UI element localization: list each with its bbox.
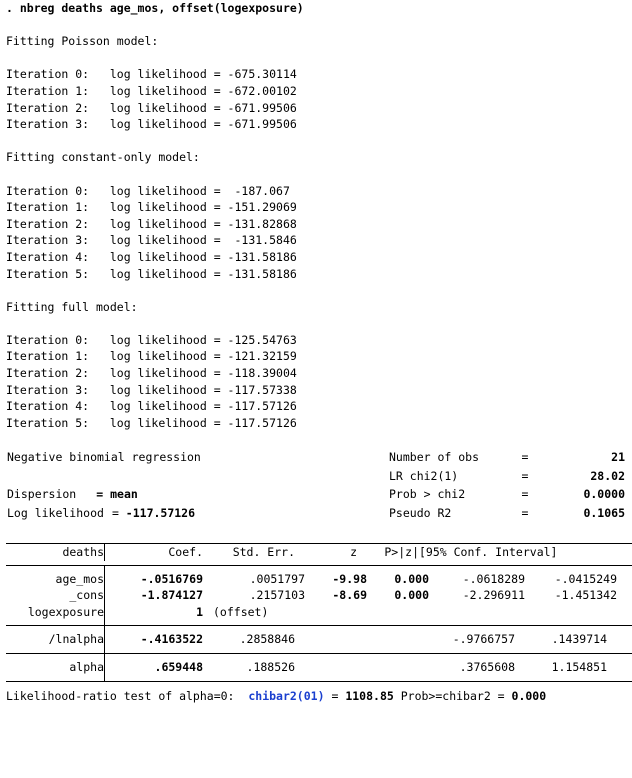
header-depvar: deaths	[62, 545, 104, 559]
row-z: -8.69	[332, 588, 367, 603]
loglik-label: Log likelihood	[7, 505, 104, 520]
spacer	[0, 133, 632, 150]
model-header: Negative binomial regression Number of obs = 21 LR chi2(1) = 28.02 Dispersion = mean Prob > chi2 = 0.0000 Log likelihood = -117.57126 Pseudo R2 = 0.1065	[7, 450, 625, 520]
section-heading: Fitting full model:	[6, 299, 138, 314]
table-row	[6, 587, 617, 604]
row-label: _cons	[69, 588, 104, 603]
row-se: .0051797	[249, 571, 305, 586]
section-poisson	[0, 33, 632, 133]
row-p	[367, 604, 429, 621]
lr-prob-label: Prob>=chibar2 =	[400, 688, 505, 703]
stat-equals: =	[521, 505, 529, 520]
lr-prob-value: 0.000	[511, 688, 547, 703]
table-header-row	[6, 544, 557, 561]
row-ci-high: 1.154851	[551, 659, 607, 674]
lr-prefix: Likelihood-ratio test of alpha=0:	[6, 688, 235, 703]
row-p	[357, 659, 419, 676]
lr-equals: =	[331, 688, 339, 703]
spacer	[0, 431, 632, 448]
section-full-model	[0, 299, 632, 432]
lr-stat-name: chibar2(01)	[248, 688, 325, 703]
stat-label: Number of obs	[389, 450, 480, 465]
iteration-line: Iteration 1: log likelihood = -151.29069	[6, 200, 297, 215]
stat-value: 0.0000	[583, 487, 625, 502]
row-coef: .659448	[154, 659, 203, 674]
iteration-line: Iteration 4: log likelihood = -131.58186	[6, 249, 297, 264]
row-se: .2858846	[239, 632, 295, 647]
section-heading: Fitting constant-only model:	[6, 150, 200, 165]
iteration-line: Iteration 2: log likelihood = -131.82868	[6, 216, 297, 231]
iteration-line: Iteration 3: log likelihood = -671.99506	[6, 117, 297, 132]
header-se: Std. Err.	[232, 545, 295, 559]
row-label: logexposure	[27, 604, 104, 619]
table-row	[6, 659, 607, 676]
row-label: /lnalpha	[48, 632, 104, 647]
stat-value: 28.02	[590, 468, 625, 483]
table-row	[6, 604, 617, 621]
spacer	[6, 315, 632, 332]
iteration-line: Iteration 1: log likelihood = -672.00102	[6, 83, 297, 98]
dispersion-label: Dispersion	[7, 487, 77, 502]
row-ci-low	[429, 604, 525, 621]
section-heading: Fitting Poisson model:	[6, 34, 159, 49]
stat-label: Prob > chi2	[389, 487, 466, 502]
iteration-line: Iteration 5: log likelihood = -117.57126	[6, 415, 297, 430]
spacer	[6, 166, 632, 183]
row-ci-high: -.0415249	[554, 571, 617, 586]
row-se: (offset)	[213, 604, 269, 619]
row-z	[295, 631, 357, 648]
row-z	[305, 604, 367, 621]
dispersion-value: = mean	[96, 487, 138, 502]
stat-label: LR chi2(1)	[389, 468, 459, 483]
stat-value: 21	[611, 450, 625, 465]
command-line	[0, 0, 632, 17]
header-z: z	[350, 545, 357, 559]
table-row	[6, 571, 617, 588]
iteration-line: Iteration 3: log likelihood = -131.5846	[6, 233, 297, 248]
row-p	[357, 631, 419, 648]
spacer	[0, 17, 632, 34]
section-constant-only	[0, 149, 632, 282]
iteration-line: Iteration 4: log likelihood = -117.57126	[6, 399, 297, 414]
command-text: . nbreg deaths age_mos, offset(logexposure)	[6, 1, 304, 15]
row-p: 0.000	[394, 571, 429, 586]
row-ci-high: -1.451342	[554, 588, 617, 603]
iteration-line: Iteration 2: log likelihood = -671.99506	[6, 100, 297, 115]
results-alpha	[6, 654, 607, 681]
stat-equals: =	[521, 487, 529, 502]
row-ci-low: -.9766757	[452, 632, 515, 647]
iteration-line: Iteration 1: log likelihood = -121.32159	[6, 349, 297, 364]
row-ci-low: -2.296911	[462, 588, 525, 603]
header-coef: Coef.	[168, 545, 203, 559]
table-row	[6, 631, 607, 648]
loglik-value: -117.57126	[125, 505, 196, 520]
results-ancillary	[6, 626, 607, 653]
row-label: age_mos	[55, 571, 104, 586]
iteration-line: Iteration 2: log likelihood = -118.39004	[6, 366, 297, 381]
row-label: alpha	[69, 659, 104, 674]
iteration-line: Iteration 3: log likelihood = -117.57338	[6, 382, 297, 397]
stat-equals: =	[521, 468, 529, 483]
row-z: -9.98	[332, 571, 367, 586]
row-se: .188526	[246, 659, 295, 674]
spacer	[6, 50, 632, 67]
row-ci-high: .1439714	[551, 632, 607, 647]
iteration-line: Iteration 5: log likelihood = -131.58186	[6, 266, 297, 281]
row-coef: 1	[196, 604, 203, 619]
iteration-line: Iteration 0: log likelihood = -187.067	[6, 183, 290, 198]
iteration-line: Iteration 0: log likelihood = -125.54763	[6, 332, 297, 347]
header-p: P>|z|	[384, 545, 419, 559]
row-coef: -1.874127	[140, 588, 203, 603]
results-body	[6, 566, 617, 626]
row-se: .2157103	[249, 588, 305, 603]
iteration-line: Iteration 0: log likelihood = -675.30114	[6, 67, 297, 82]
row-coef: -.0516769	[140, 571, 203, 586]
header-ci: [95% Conf. Interval]	[419, 545, 558, 559]
stat-value: 0.1065	[583, 505, 625, 520]
stat-label: Pseudo R2	[389, 505, 452, 520]
lr-stat-value: 1108.85	[345, 688, 394, 703]
spacer	[0, 282, 632, 299]
row-p: 0.000	[394, 588, 429, 603]
row-coef: -.4163522	[140, 632, 203, 647]
spacer	[0, 522, 632, 539]
results-table	[6, 544, 557, 565]
lr-test-footer	[0, 688, 632, 705]
coefficient-table	[0, 543, 632, 682]
row-ci-high	[525, 604, 617, 621]
row-ci-low: .3765608	[459, 659, 515, 674]
model-title: Negative binomial regression	[7, 450, 201, 465]
row-z	[295, 659, 357, 676]
row-ci-low: -.0618289	[462, 571, 525, 586]
stat-equals: =	[521, 450, 529, 465]
table-bottom-rule	[6, 681, 632, 682]
